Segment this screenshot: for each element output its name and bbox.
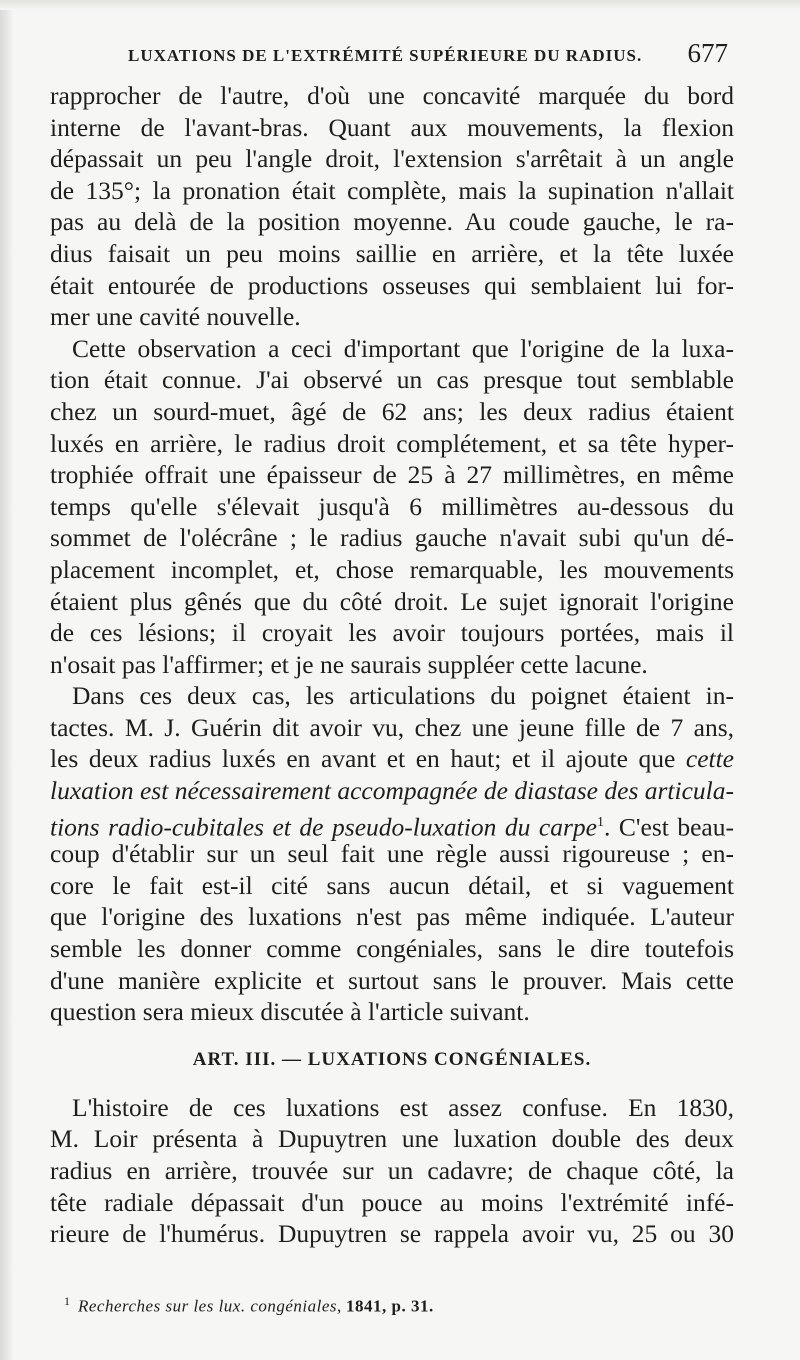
text-line (50, 775, 734, 807)
text-line: d'une manière explicite et surtout sans le prouver. Mais cette (50, 965, 734, 995)
text-line: dépassait un peu l'angle droit, l'extension s'arrêtait à un angle (50, 144, 734, 174)
text-line: M. Loir présenta à Dupuytren une luxation double des deux (50, 1124, 734, 1154)
text-line (50, 743, 734, 775)
text-line (50, 807, 734, 842)
text-line: interne de l'avant-bras. Quant aux mouvements, la flexion (50, 112, 734, 142)
text-line: était entourée de productions osseuses qui semblaient lui for- (50, 270, 734, 300)
text-line: dius faisait un peu moins saillie en arrière, et la tête luxée (50, 238, 734, 268)
paragraph-4 (50, 1092, 734, 1250)
text-line: placement incomplet, et, chose remarquable, les mouvements (50, 554, 734, 584)
text-line: radius en arrière, trouvée sur un cadavre; de chaque côté, la (50, 1156, 734, 1185)
paragraph-2 (50, 333, 734, 681)
text-run: les deux radius luxés en avant et en haut; et il ajoute que (50, 744, 686, 774)
scan-shadow-left (0, 0, 14, 1360)
text-line: temps qu'elle s'élevait jusqu'à 6 millimètres au-dessous du (50, 491, 734, 521)
paragraph-1 (50, 80, 734, 333)
text-line: sommet de l'olécrâne ; le radius gauche n'avait subi qu'un dé- (50, 523, 734, 553)
text-line: question sera mieux discutée à l'article suivant. (50, 997, 530, 1027)
text-line: luxés en arrière, le radius droit complétement, et sa tête hyper- (50, 428, 734, 458)
text-line: coup d'établir sur un seul fait une règle aussi rigoureuse ; en- (50, 839, 734, 869)
footnote-reference: 1 (596, 814, 604, 830)
text-line: tactes. M. J. Guérin dit avoir vu, chez une jeune fille de 7 ans, (50, 712, 734, 742)
text-line: trophiée offrait une épaisseur de 25 à 27 millimètres, en même (50, 460, 734, 490)
text-line: pas au delà de la position moyenne. Au coude gauche, le ra- (50, 207, 734, 237)
running-head: LUXATIONS DE L'EXTRÉMITÉ SUPÉRIEURE DU RADIUS. (128, 46, 643, 65)
text-line: n'osait pas l'affirmer; et je ne saurais suppléer cette lacune. (50, 649, 648, 679)
text-line: de 135°; la pronation était complète, mais la supination n'allait (50, 175, 734, 205)
text-line: chez un sourd-muet, âgé de 62 ans; les deux radius étaient (50, 396, 734, 426)
text-line: Dans ces deux cas, les articulations du poignet étaient in- (72, 681, 734, 711)
page-number: 677 (687, 38, 728, 68)
italic-run: cette (685, 744, 734, 774)
italic-run: luxation est nécessairement accompagnée de diastase des articula- (50, 776, 734, 806)
italic-run: tions radio-cubitales et de pseudo-luxation du carpe (50, 812, 597, 842)
text-line: que l'origine des luxations n'est pas même indiquée. L'auteur (50, 902, 734, 932)
footnote-mark: 1 (64, 1294, 70, 1308)
body-text (50, 80, 734, 1250)
paragraph-3 (50, 680, 734, 1028)
text-line: étaient plus gênés que du côté droit. Le sujet ignorait l'origine (50, 586, 734, 616)
text-line: tête radiale dépassait d'un pouce au moins l'extrémité infé- (50, 1187, 734, 1217)
footnote (64, 1294, 434, 1317)
footnote-text: Recherches sur les lux. congéniales, (78, 1296, 342, 1316)
text-line: L'histoire de ces luxations est assez confuse. En 1830, (72, 1092, 734, 1122)
text-line: rapprocher de l'autre, d'où une concavité marquée du bord (50, 81, 734, 110)
text-line: de ces lésions; il croyait les avoir toujours portées, mais il (50, 618, 734, 648)
text-line: rieure de l'humérus. Dupuytren se rappela avoir vu, 25 ou 30 (50, 1219, 734, 1249)
section-heading: ART. III. — LUXATIONS CONGÉNIALES. (192, 1048, 592, 1070)
text-line: core le fait est-il cité sans aucun détail, et si vaguement (50, 870, 734, 900)
text-run: . C'est beau- (603, 812, 734, 842)
text-line: tion était connue. J'ai observé un cas presque tout semblable (50, 365, 734, 395)
page-header (128, 38, 730, 74)
footnote-pages: 1841, p. 31. (346, 1296, 434, 1316)
text-line: semble les donner comme congéniales, sans le dire toutefois (50, 934, 734, 964)
text-line: mer une cavité nouvelle. (50, 302, 301, 332)
scan-shadow-top (0, 0, 800, 10)
text-line: Cette observation a ceci d'important que l'origine de la luxa- (72, 333, 734, 363)
